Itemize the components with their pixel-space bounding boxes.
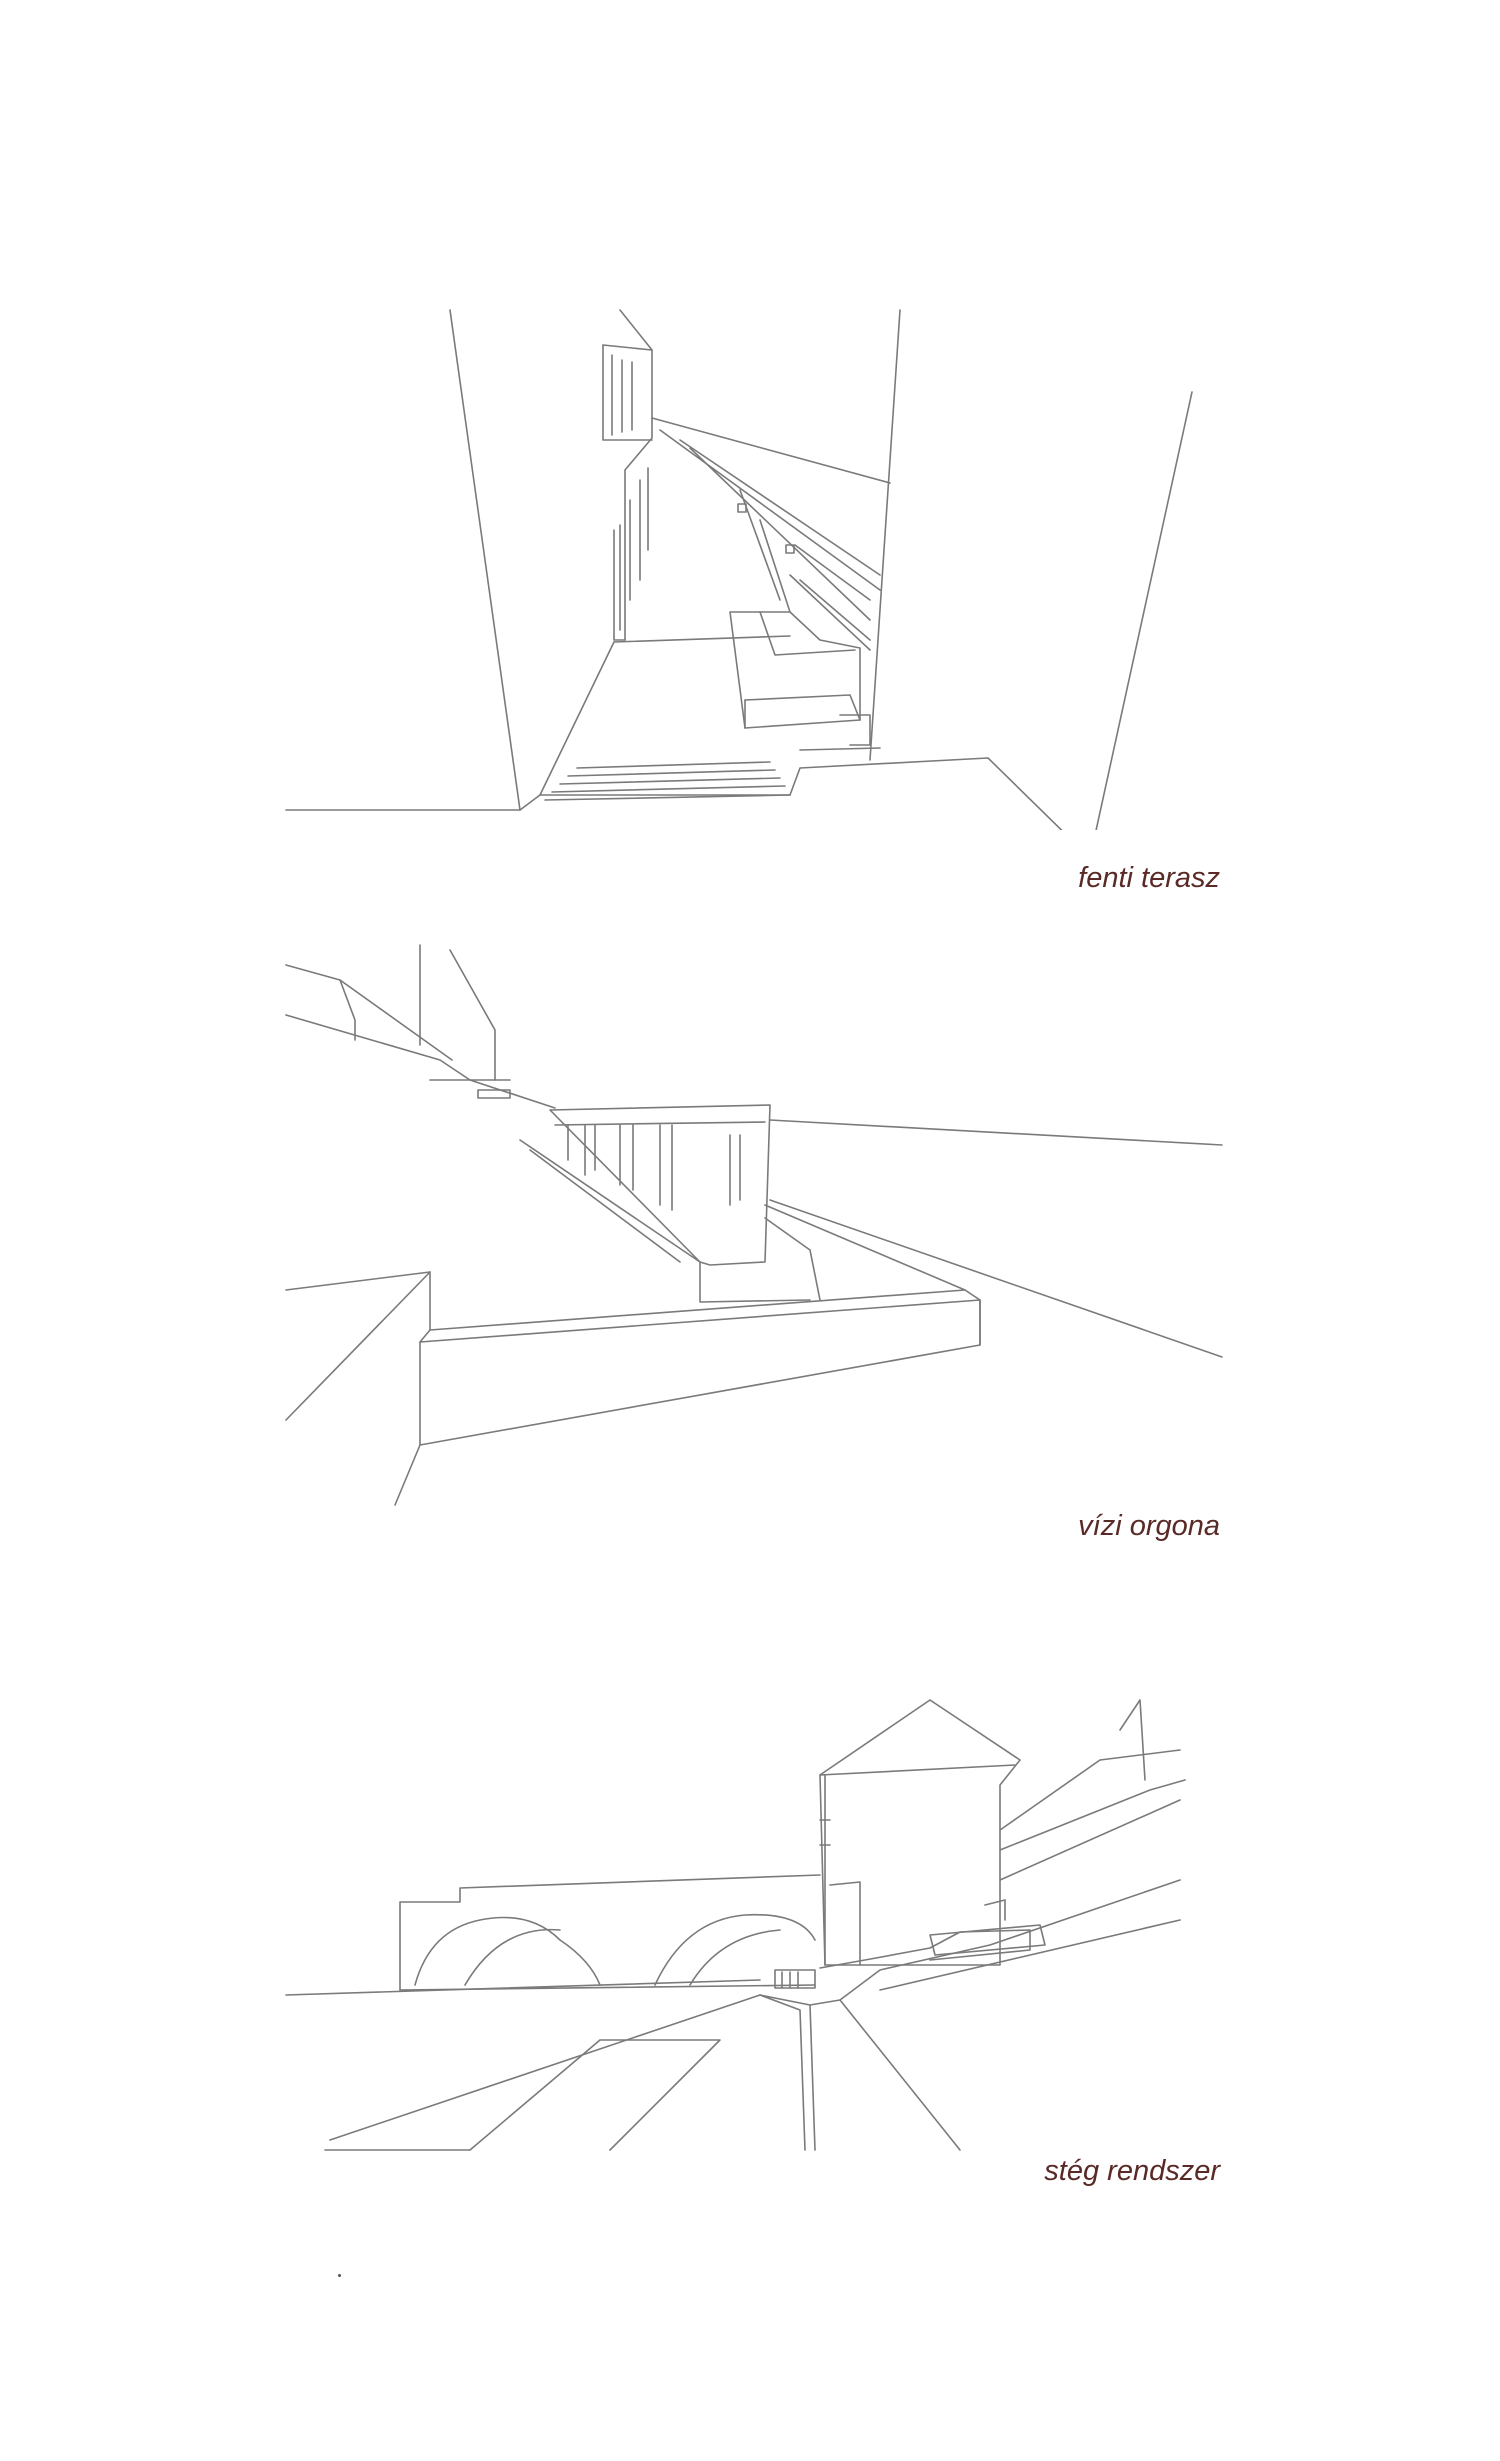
sketch-line [540, 642, 614, 795]
sketch-line [680, 440, 880, 575]
stray-dot [338, 2274, 341, 2277]
sketch-line [400, 1875, 820, 1990]
sketch-line [420, 1300, 980, 1445]
sketch-line [450, 310, 520, 810]
sketch-line [660, 430, 880, 590]
sketch-line [655, 1915, 815, 1985]
sketch-line [810, 2005, 815, 2150]
sketch-line [800, 748, 880, 750]
sketch-line [450, 950, 495, 1080]
sketch-line [690, 448, 870, 620]
sketch-line [1120, 1700, 1145, 1780]
caption-water-organ: vízi orgona [1078, 1510, 1220, 1542]
sketch-line [600, 2040, 720, 2150]
sketch-line [465, 1930, 560, 1985]
sketch-line [760, 520, 790, 612]
sketch-line [760, 1995, 805, 2150]
sketch-line [286, 965, 355, 1040]
sketch-line [340, 980, 452, 1060]
sketch-line [1090, 392, 1192, 830]
sketch-line [760, 612, 855, 655]
sketch-line [286, 1272, 430, 1330]
perspective-sketch-pier-system [0, 1680, 1500, 2160]
sketch-line [614, 636, 790, 642]
sketch-line [795, 545, 870, 600]
sketch-line [820, 1765, 1015, 1775]
sketch-line [790, 575, 870, 650]
sketch-line [286, 1272, 430, 1420]
sketch-line [770, 1200, 1222, 1357]
sketch-line [820, 1700, 1020, 1965]
sketch-line [470, 2040, 600, 2150]
sketch-line [603, 345, 652, 440]
sketch-line [286, 1980, 760, 1995]
sketch-line [330, 1995, 760, 2140]
perspective-sketch-upper-terrace [0, 290, 1500, 830]
sketch-line [840, 1880, 1180, 2000]
sketch-line [1000, 1750, 1180, 1830]
sketch-line [430, 1290, 965, 1330]
sketch-line [395, 1445, 420, 1505]
sketch-line [560, 778, 780, 784]
sketch-line [577, 762, 770, 768]
sketch-line [830, 1882, 860, 1965]
sketch-line [603, 345, 652, 350]
caption-pier-system: stég rendszer [1044, 2155, 1220, 2187]
sketch-line [870, 310, 900, 760]
sketch-line [765, 1205, 980, 1345]
sketch-line [985, 1900, 1005, 1920]
caption-upper-terrace: fenti terasz [1078, 862, 1220, 894]
upper-terrace-drawing [0, 290, 1500, 830]
sketch-line [765, 1218, 820, 1300]
sketch-line [415, 1918, 600, 1986]
water-organ-drawing [0, 930, 1500, 1520]
perspective-sketch-water-organ [0, 930, 1500, 1520]
sketch-line [420, 1330, 430, 1342]
sketch-line [552, 786, 785, 792]
sketch-line [690, 1930, 780, 1985]
sketch-line [840, 2000, 960, 2150]
pier-system-drawing [0, 1680, 1500, 2160]
sketch-line [568, 770, 775, 776]
sketch-line [286, 758, 1090, 830]
sketch-line [770, 1120, 1222, 1145]
sketch-line [840, 715, 870, 745]
sketch-line [745, 695, 860, 720]
sketch-line [730, 612, 860, 728]
